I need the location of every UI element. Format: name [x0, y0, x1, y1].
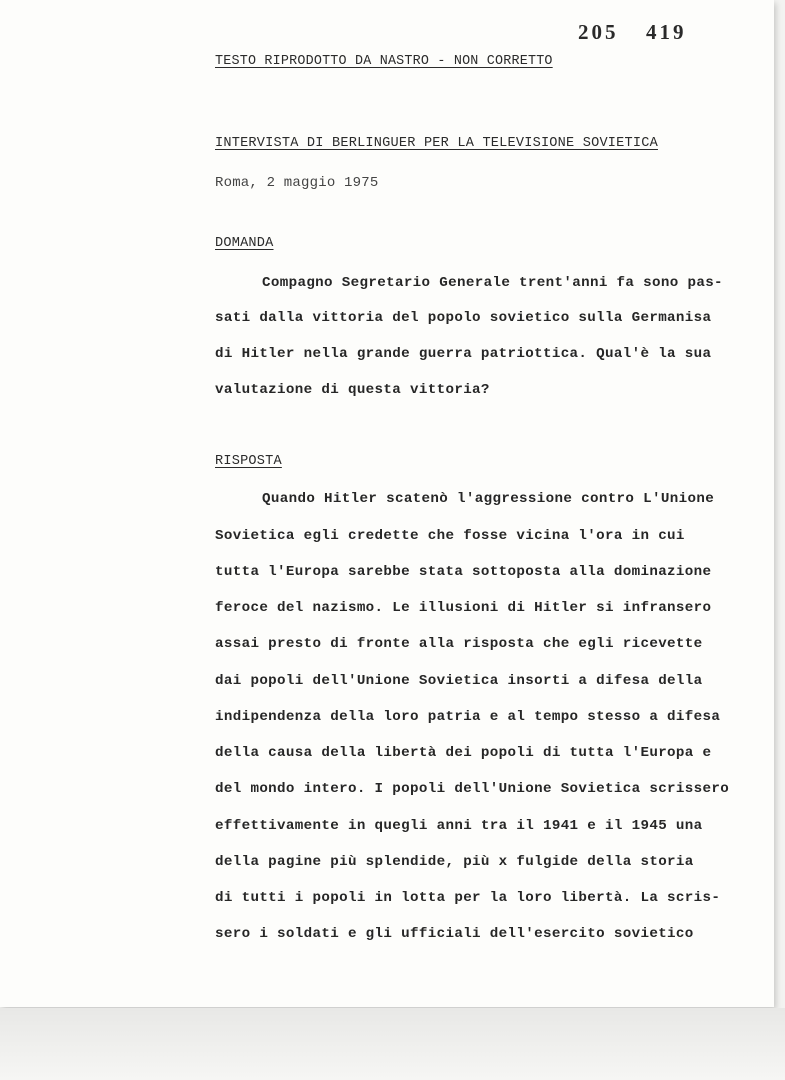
text-line: dai popoli dell'Unione Sovietica insorti a difesa della: [215, 673, 703, 689]
text-line: sero i soldati e gli ufficiali dell'esercito sovietico: [215, 926, 694, 942]
dateline: Roma, 2 maggio 1975: [215, 175, 379, 191]
archive-number-left: 205: [578, 20, 619, 44]
text-line: del mondo intero. I popoli dell'Unione Sovietica scrissero: [215, 781, 730, 797]
document-title: INTERVISTA DI BERLINGUER PER LA TELEVISIONE SOVIETICA: [215, 136, 658, 151]
text-line: indipendenza della loro patria e al tempo stesso a difesa: [215, 709, 721, 725]
text-line: della causa della libertà dei popoli di tutta l'Europa e: [215, 745, 712, 761]
text-line: Quando Hitler scatenò l'aggressione contro L'Unione: [262, 491, 715, 507]
text-line: della pagine più splendide, più x fulgide della storia: [215, 854, 694, 870]
text-line: Compagno Segretario Generale trent'anni fa sono pas-: [262, 275, 723, 291]
text-line: feroce del nazismo. Le illusioni di Hitler si infransero: [215, 600, 712, 616]
text-line: valutazione di questa vittoria?: [215, 382, 490, 398]
text-line: sati dalla vittoria del popolo sovietico sulla Germanisa: [215, 310, 712, 326]
text-line: effettivamente in quegli anni tra il 1941 e il 1945 una: [215, 818, 703, 834]
archive-number-right: 419: [646, 20, 687, 44]
reproduction-note: TESTO RIPRODOTTO DA NASTRO - NON CORRETTO: [215, 54, 553, 69]
text-line: di Hitler nella grande guerra patriottica. Qual'è la sua: [215, 346, 712, 362]
scan-background: [0, 1008, 785, 1080]
question-label: DOMANDA: [215, 236, 274, 251]
text-line: assai presto di fronte alla risposta che egli ricevette: [215, 636, 703, 652]
text-line: di tutti i popoli in lotta per la loro libertà. La scris-: [215, 890, 721, 906]
text-line: tutta l'Europa sarebbe stata sottoposta alla dominazione: [215, 564, 712, 580]
text-line: Sovietica egli credette che fosse vicina l'ora in cui: [215, 528, 685, 544]
answer-label: RISPOSTA: [215, 454, 282, 469]
